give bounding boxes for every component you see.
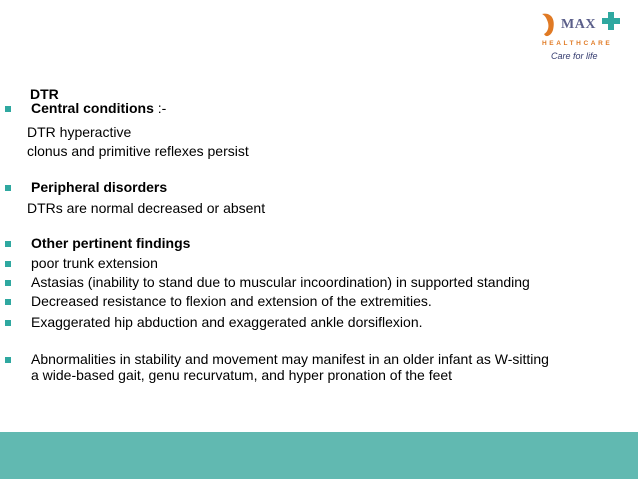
- bullet-icon: [5, 106, 11, 112]
- final-paragraph-line-1: Abnormalities in stability and movement may manifest in an older infant as W-sitting: [31, 351, 549, 367]
- central-line-1: DTR hyperactive: [27, 124, 132, 140]
- list-item: Astasias (inability to stand due to muscular incoordination) in supported standing: [31, 274, 530, 290]
- bullet-icon: [5, 280, 11, 286]
- list-item: Exaggerated hip abduction and exaggerated ankle dorsiflexion.: [31, 314, 423, 330]
- bullet-icon: [5, 241, 11, 247]
- footer-band: [0, 432, 638, 479]
- list-item: Decreased resistance to flexion and extension of the extremities.: [31, 293, 432, 309]
- bullet-icon: [5, 185, 11, 191]
- central-line-2: clonus and primitive reflexes persist: [27, 143, 249, 159]
- central-heading-suffix: :-: [153, 100, 167, 116]
- max-healthcare-logo: [536, 8, 620, 66]
- dtr-heading: DTR: [30, 86, 59, 102]
- peripheral-heading: Peripheral disorders: [31, 179, 168, 195]
- list-item: poor trunk extension: [31, 255, 158, 271]
- logo-word: MAX: [561, 17, 596, 32]
- bullet-icon: [5, 357, 11, 363]
- central-heading-text: Central conditions: [31, 100, 154, 116]
- logo-tagline: Care for life: [551, 51, 598, 61]
- logo-subtitle: HEALTHCARE: [542, 40, 613, 47]
- peripheral-line-1: DTRs are normal decreased or absent: [27, 200, 266, 216]
- final-paragraph-line-2: a wide-based gait, genu recurvatum, and hyper pronation of the feet: [31, 367, 453, 383]
- bullet-icon: [5, 299, 11, 305]
- bullet-icon: [5, 261, 11, 267]
- other-findings-heading: Other pertinent findings: [31, 235, 191, 251]
- central-conditions-heading: [31, 100, 166, 117]
- bullet-icon: [5, 320, 11, 326]
